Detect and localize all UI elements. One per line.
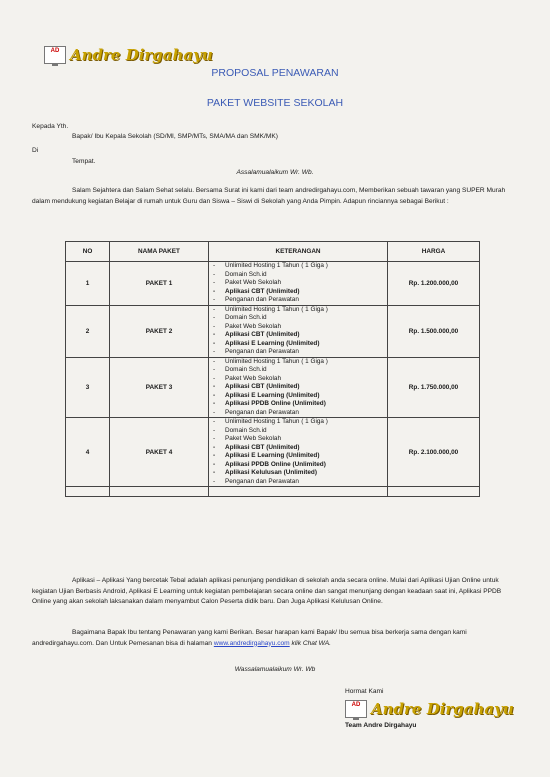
col-no: NO bbox=[66, 242, 110, 262]
signature-logo-text: Andre Dirgahayu bbox=[371, 700, 514, 718]
title-proposal: PROPOSAL PENAWARAN bbox=[211, 67, 339, 79]
package-name: PAKET 1 bbox=[110, 262, 209, 306]
package-name: PAKET 3 bbox=[110, 357, 209, 418]
package-features bbox=[209, 418, 388, 487]
table-row bbox=[66, 262, 480, 306]
closing-paragraph bbox=[32, 628, 518, 649]
hormat-kami: Hormat Kami bbox=[345, 688, 384, 695]
feature-item bbox=[213, 314, 383, 323]
feature-item bbox=[213, 418, 383, 427]
package-number: 1 bbox=[66, 262, 110, 306]
feature-text: Domain Sch.id bbox=[225, 270, 267, 278]
package-features bbox=[209, 357, 388, 418]
feature-item bbox=[213, 409, 383, 418]
feature-text: Aplikasi CBT (Unlimited) bbox=[225, 287, 300, 295]
package-table bbox=[65, 241, 480, 497]
feature-item bbox=[213, 271, 383, 280]
package-price: Rp. 1.200.000,00 bbox=[388, 262, 480, 306]
feature-text: Domain Sch.id bbox=[225, 426, 267, 434]
feature-item bbox=[213, 323, 383, 332]
feature-text: Paket Web Sekolah bbox=[225, 279, 282, 286]
bullet-dash: - bbox=[213, 339, 216, 347]
bullet-dash: - bbox=[213, 348, 216, 355]
note-paragraph: Aplikasi – Aplikasi Yang bercetak Tebal adalah aplikasi penunjang pendidikan di sekolah anda secara online. Mulai dari Aplikasi Ujian Online untuk kegiatan Ujian Berbasis Android, Aplikasi E Learning untuk kegiatan pembelajaran secara online dan sangat menunjang dengan keadaan saat ini, Aplikasi PPDB Online yang akan sekolah laksanakan dalam menyambut Calon Peserta didik baru. Dan Juga Aplikasi Kelulusan Online. bbox=[32, 577, 502, 605]
feature-text: Domain Sch.id bbox=[225, 314, 267, 321]
package-price: Rp. 2.100.000,00 bbox=[388, 418, 480, 487]
closing-text: Bagaimana Bapak Ibu tentang Penawaran yang kami Berikan. Besar harapan kami Bapak/ Ibu semua bisa berkerja sama dengan kami andredirgahayu.com. Dan Untuk Pemesanan bisa di halaman bbox=[32, 629, 467, 647]
bullet-dash: - bbox=[213, 366, 216, 373]
bullet-dash: - bbox=[213, 469, 216, 476]
monitor-icon bbox=[345, 700, 367, 718]
feature-item bbox=[213, 279, 383, 288]
website-link[interactable]: www.andredirgahayu.com bbox=[213, 639, 290, 647]
bullet-dash: - bbox=[213, 426, 216, 434]
address-kepada: Kepada Yth. bbox=[32, 123, 69, 130]
header-logo bbox=[44, 46, 213, 64]
bullet-dash: - bbox=[213, 279, 216, 286]
feature-text: Unlimited Hosting 1 Tahun ( 1 Giga ) bbox=[225, 357, 328, 365]
col-nama-paket: NAMA PAKET bbox=[110, 242, 209, 262]
bullet-dash: - bbox=[213, 391, 216, 399]
feature-item bbox=[213, 306, 383, 315]
feature-item bbox=[213, 427, 383, 436]
bullet-dash: - bbox=[213, 322, 216, 330]
feature-item bbox=[213, 340, 383, 349]
bullet-dash: - bbox=[213, 296, 216, 303]
col-harga: HARGA bbox=[388, 242, 480, 262]
package-number: 4 bbox=[66, 418, 110, 487]
feature-item bbox=[213, 444, 383, 453]
title-paket: PAKET WEBSITE SEKOLAH bbox=[206, 97, 344, 109]
signature-logo bbox=[345, 700, 514, 718]
feature-text: Paket Web Sekolah bbox=[225, 435, 282, 442]
feature-text: Penganan dan Perawatan bbox=[225, 477, 299, 485]
bullet-dash: - bbox=[213, 287, 216, 295]
feature-item bbox=[213, 383, 383, 392]
feature-item bbox=[213, 296, 383, 305]
intro-paragraph: Salam Sejahtera dan Salam Sehat selalu. Bersama Surat ini kami dari team andredirgahayu.com, Memberikan sebuah tawaran yang SUPER Murah dalam mendukung kegiatan Belajar di rumah untuk Guru dan Siswa – Siswi di Sekolah yang Anda Pimpin. Adapun rinciannya sebagai Berikut : bbox=[32, 187, 506, 205]
feature-text: Unlimited Hosting 1 Tahun ( 1 Giga ) bbox=[225, 262, 328, 269]
empty-cell bbox=[209, 487, 388, 497]
package-features bbox=[209, 262, 388, 306]
feature-item bbox=[213, 375, 383, 384]
feature-item bbox=[213, 435, 383, 444]
bullet-dash: - bbox=[213, 331, 216, 338]
bullet-dash: - bbox=[213, 408, 216, 416]
feature-item bbox=[213, 452, 383, 461]
feature-text: Aplikasi CBT (Unlimited) bbox=[225, 443, 300, 451]
package-number: 3 bbox=[66, 357, 110, 418]
team-name: Team Andre Dirgahayu bbox=[345, 722, 417, 729]
logo-mark-text: AD bbox=[351, 702, 361, 708]
package-number: 2 bbox=[66, 305, 110, 357]
col-keterangan: KETERANGAN bbox=[209, 242, 388, 262]
empty-cell bbox=[110, 487, 209, 497]
table-row bbox=[66, 418, 480, 487]
empty-cell bbox=[388, 487, 480, 497]
feature-item bbox=[213, 478, 383, 487]
package-name: PAKET 4 bbox=[110, 418, 209, 487]
bullet-dash: - bbox=[213, 357, 216, 365]
empty-row bbox=[66, 487, 480, 497]
feature-text: Penganan dan Perawatan bbox=[225, 348, 299, 355]
greeting: Assalamualaikum Wr. Wb. bbox=[236, 169, 314, 176]
feature-item bbox=[213, 461, 383, 470]
bullet-dash: - bbox=[213, 443, 216, 451]
feature-text: Aplikasi E Learning (Unlimited) bbox=[225, 452, 320, 459]
feature-item bbox=[213, 358, 383, 367]
logo-mark-text: AD bbox=[50, 48, 60, 54]
bullet-dash: - bbox=[213, 418, 216, 425]
bullet-dash: - bbox=[213, 314, 216, 321]
feature-item bbox=[213, 331, 383, 340]
package-name: PAKET 2 bbox=[110, 305, 209, 357]
bullet-dash: - bbox=[213, 383, 216, 390]
bullet-dash: - bbox=[213, 374, 216, 382]
bullet-dash: - bbox=[213, 435, 216, 442]
feature-item bbox=[213, 288, 383, 297]
feature-text: Unlimited Hosting 1 Tahun ( 1 Giga ) bbox=[225, 418, 328, 425]
address-di: Di bbox=[32, 147, 39, 154]
feature-item bbox=[213, 366, 383, 375]
feature-text: Aplikasi E Learning (Unlimited) bbox=[225, 391, 320, 399]
feature-text: Aplikasi E Learning (Unlimited) bbox=[225, 339, 320, 347]
feature-item bbox=[213, 392, 383, 401]
feature-text: Aplikasi PPDB Online (Unlimited) bbox=[225, 460, 326, 468]
package-price: Rp. 1.500.000,00 bbox=[388, 305, 480, 357]
package-price: Rp. 1.750.000,00 bbox=[388, 357, 480, 418]
feature-text: Aplikasi PPDB Online (Unlimited) bbox=[225, 400, 326, 407]
logo-text: Andre Dirgahayu bbox=[70, 46, 213, 64]
address-tempat: Tempat. bbox=[72, 158, 96, 165]
bullet-dash: - bbox=[213, 477, 216, 485]
bullet-dash: - bbox=[213, 270, 216, 278]
bullet-dash: - bbox=[213, 460, 216, 468]
bullet-dash: - bbox=[213, 400, 216, 407]
bullet-dash: - bbox=[213, 262, 216, 269]
feature-item bbox=[213, 469, 383, 478]
feature-text: Paket Web Sekolah bbox=[225, 374, 282, 382]
feature-item bbox=[213, 348, 383, 357]
bullet-dash: - bbox=[213, 305, 216, 313]
feature-text: Paket Web Sekolah bbox=[225, 322, 282, 330]
monitor-icon bbox=[44, 46, 66, 64]
feature-item bbox=[213, 262, 383, 271]
wassalam: Wassalamualaikum Wr. Wb bbox=[234, 666, 316, 673]
empty-cell bbox=[66, 487, 110, 497]
feature-text: Penganan dan Perawatan bbox=[225, 296, 299, 303]
table-row bbox=[66, 357, 480, 418]
feature-text: Unlimited Hosting 1 Tahun ( 1 Giga ) bbox=[225, 305, 328, 313]
feature-text: Aplikasi CBT (Unlimited) bbox=[225, 383, 300, 390]
bullet-dash: - bbox=[213, 452, 216, 459]
feature-text: Penganan dan Perawatan bbox=[225, 408, 299, 416]
feature-text: Aplikasi CBT (Unlimited) bbox=[225, 331, 300, 338]
address-penerima: Bapak/ Ibu Kepala Sekolah (SD/MI, SMP/MTs, SMA/MA dan SMK/MK) bbox=[72, 133, 278, 140]
closing-cta: klik Chat WA. bbox=[289, 639, 331, 647]
feature-item bbox=[213, 400, 383, 409]
package-features bbox=[209, 305, 388, 357]
feature-text: Aplikasi Kelulusan (Unlimited) bbox=[225, 469, 317, 476]
table-header-row bbox=[66, 242, 480, 262]
table-row bbox=[66, 305, 480, 357]
feature-text: Domain Sch.id bbox=[225, 366, 267, 373]
